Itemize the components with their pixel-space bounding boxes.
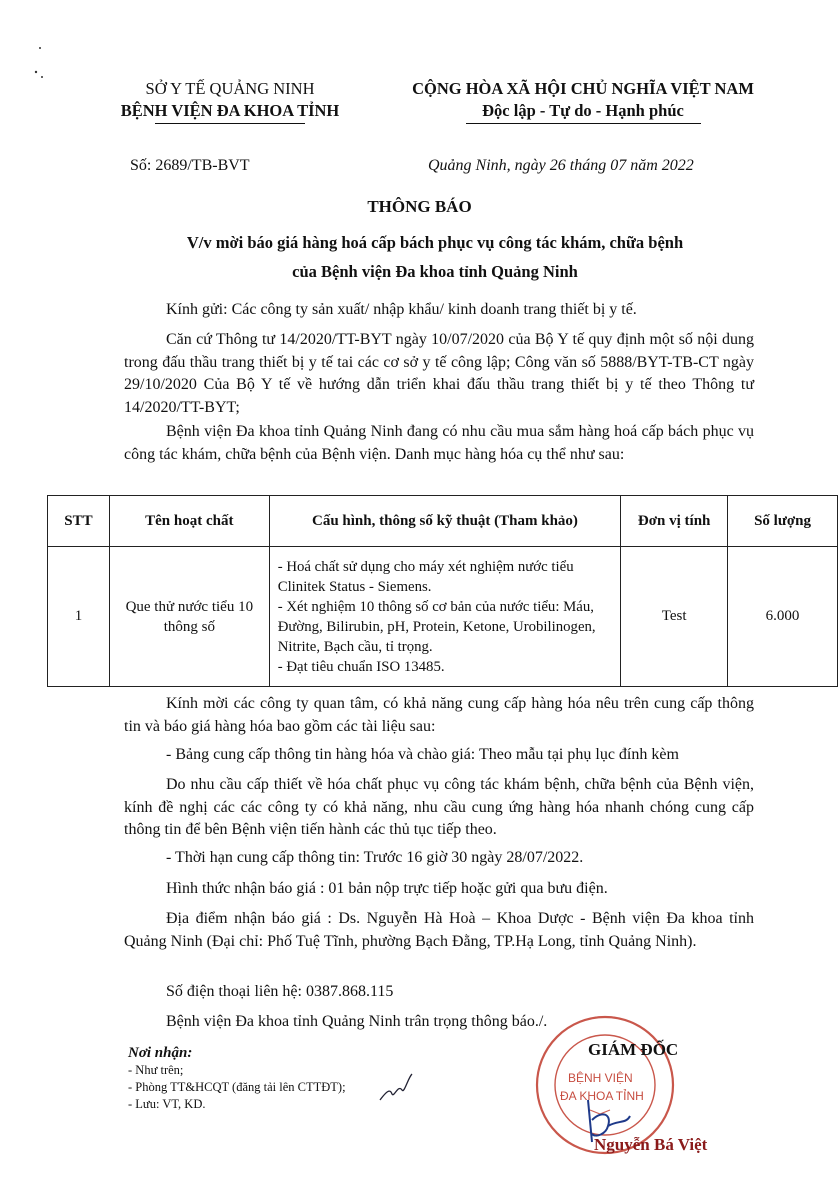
nation-name: CỘNG HÒA XÃ HỘI CHỦ NGHĨA VIỆT NAM bbox=[412, 79, 754, 98]
phone-text: Số điện thoại liên hệ: 0387.868.115 bbox=[166, 983, 394, 1000]
document-subject bbox=[110, 228, 760, 286]
need-text: Bệnh viện Đa khoa tỉnh Quảng Ninh đang có nhu cầu mua sắm hàng hoá cấp bách phục vụ công tác khám, chữa bệnh của Bệnh viện. Danh mục hàng hóa cụ thể như sau: bbox=[124, 423, 754, 463]
table-row bbox=[48, 547, 838, 687]
form-paragraph bbox=[124, 744, 754, 767]
cell-stt: 1 bbox=[48, 547, 110, 687]
recipients-label: Nơi nhận: bbox=[128, 1045, 193, 1061]
deadline-text: - Thời hạn cung cấp thông tin: Trước 16 giờ 30 ngày 28/07/2022. bbox=[166, 849, 584, 866]
table-header-row bbox=[48, 496, 838, 547]
document-title: THÔNG BÁO bbox=[367, 197, 472, 216]
issue-date: Quảng Ninh, ngày 26 tháng 07 năm 2022 bbox=[428, 157, 694, 174]
document-number: Số: 2689/TB-BVT bbox=[130, 157, 250, 174]
recipient-item: - Phòng TT&HCQT (đăng tải lên CTTĐT); bbox=[128, 1080, 346, 1094]
national-motto bbox=[378, 78, 788, 124]
need-paragraph bbox=[124, 421, 754, 466]
cell-name: Que thử nước tiểu 10 thông số bbox=[109, 547, 269, 687]
col-header-name: Tên hoạt chất bbox=[109, 496, 269, 547]
cell-qty: 6.000 bbox=[728, 547, 838, 687]
col-header-stt: STT bbox=[48, 496, 110, 547]
org-underline bbox=[155, 123, 305, 124]
spec-line: - Hoá chất sử dụng cho máy xét nghiệm nước tiểu Clinitek Status - Siemens. bbox=[277, 558, 574, 595]
basis-paragraph bbox=[124, 329, 754, 419]
closing-text: Bệnh viện Đa khoa tỉnh Quảng Ninh trân trọng thông báo./. bbox=[166, 1013, 548, 1030]
recipients-block bbox=[128, 1045, 346, 1113]
method-paragraph bbox=[124, 878, 754, 901]
form-text: - Bảng cung cấp thông tin hàng hóa và chào giá: Theo mẫu tại phụ lục đính kèm bbox=[166, 746, 679, 763]
org-name: BỆNH VIỆN ĐA KHOA TỈNH bbox=[120, 101, 340, 120]
col-header-unit: Đơn vị tính bbox=[621, 496, 728, 547]
col-header-qty: Số lượng bbox=[728, 496, 838, 547]
subject-line-1: V/v mời báo giá hàng hoá cấp bách phục vụ công tác khám, chữa bệnh bbox=[186, 233, 684, 252]
motto-underline bbox=[466, 123, 701, 124]
signatory-name: Nguyễn Bá Việt bbox=[594, 1135, 708, 1154]
items-table bbox=[47, 495, 838, 687]
location-text: Địa điểm nhận báo giá : Ds. Nguyễn Hà Hoà – Khoa Dược - Bệnh viện Đa khoa tỉnh Quảng Ninh (Đại chỉ: Phố Tuệ Tĩnh, phường Bạch Đằng, TP.Hạ Long, tỉnh Quảng Ninh). bbox=[124, 910, 754, 950]
col-header-spec: Cấu hình, thông số kỹ thuật (Tham khảo) bbox=[269, 496, 621, 547]
org-parent: SỞ Y TẾ QUẢNG NINH bbox=[145, 79, 315, 98]
invite-text: Kính mời các công ty quan tâm, có khả năng cung cấp hàng hóa nêu trên cung cấp thông tin và báo giá hàng hóa bao gồm các tài liệu sau: bbox=[124, 695, 754, 735]
stamp-text: BỆNH VIỆN bbox=[568, 1071, 633, 1085]
urgency-paragraph bbox=[124, 774, 754, 842]
recipient-item: - Như trên; bbox=[128, 1063, 184, 1077]
spec-line: - Đạt tiêu chuẩn ISO 13485. bbox=[277, 658, 445, 675]
initial-signature bbox=[376, 1068, 416, 1108]
location-paragraph bbox=[124, 908, 754, 953]
deadline-paragraph bbox=[124, 847, 754, 870]
greeting-text: Kính gửi: Các công ty sản xuất/ nhập khẩu/ kinh doanh trang thiết bị y tế. bbox=[166, 301, 637, 318]
greeting-paragraph bbox=[124, 299, 754, 322]
invite-paragraph bbox=[124, 693, 754, 738]
stamp-text: ĐA KHOA TỈNH bbox=[560, 1089, 644, 1103]
motto: Độc lập - Tự do - Hạnh phúc bbox=[482, 101, 684, 120]
urgency-text: Do nhu cầu cấp thiết về hóa chất phục vụ công tác khám bệnh, chữa bệnh của Bệnh viện, kính đề nghị các các công ty có khả năng, nhu cầu cung ứng hàng hóa nhanh chóng cung cấp thông tin để bên Bệnh viện tiến hành các thủ tục tiếp theo. bbox=[124, 776, 754, 838]
subject-line-2: của Bệnh viện Đa khoa tỉnh Quảng Ninh bbox=[292, 262, 578, 281]
signatory-title: GIÁM ĐỐC bbox=[588, 1040, 679, 1059]
scan-marks bbox=[30, 40, 60, 100]
method-text: Hình thức nhận báo giá : 01 bản nộp trực tiếp hoặc gửi qua bưu điện. bbox=[166, 880, 608, 897]
basis-text: Căn cứ Thông tư 14/2020/TT-BYT ngày 10/07/2020 của Bộ Y tế quy định một số nội dung trong đấu thầu trang thiết bị y tế tai các cơ sở y tế công lập; Công văn số 5888/BYT-TB-CT ngày 29/10/2020 Của Bộ Y tế về hướng dẫn triển khai đấu thầu trang thiết bị y tế theo Thông tư 14/2020/TT-BYT; bbox=[124, 331, 754, 416]
cell-spec bbox=[269, 547, 621, 687]
issuing-authority bbox=[80, 78, 380, 124]
spec-line: - Xét nghiệm 10 thông số cơ bản của nước tiểu: Máu, Đường, Bilirubin, pH, Protein, Ketone, Urobilinogen, Nitrite, Bạch cầu, tỉ trọng. bbox=[277, 598, 596, 655]
cell-unit: Test bbox=[621, 547, 728, 687]
phone-paragraph bbox=[124, 981, 754, 1004]
recipient-item: - Lưu: VT, KD. bbox=[128, 1097, 206, 1111]
